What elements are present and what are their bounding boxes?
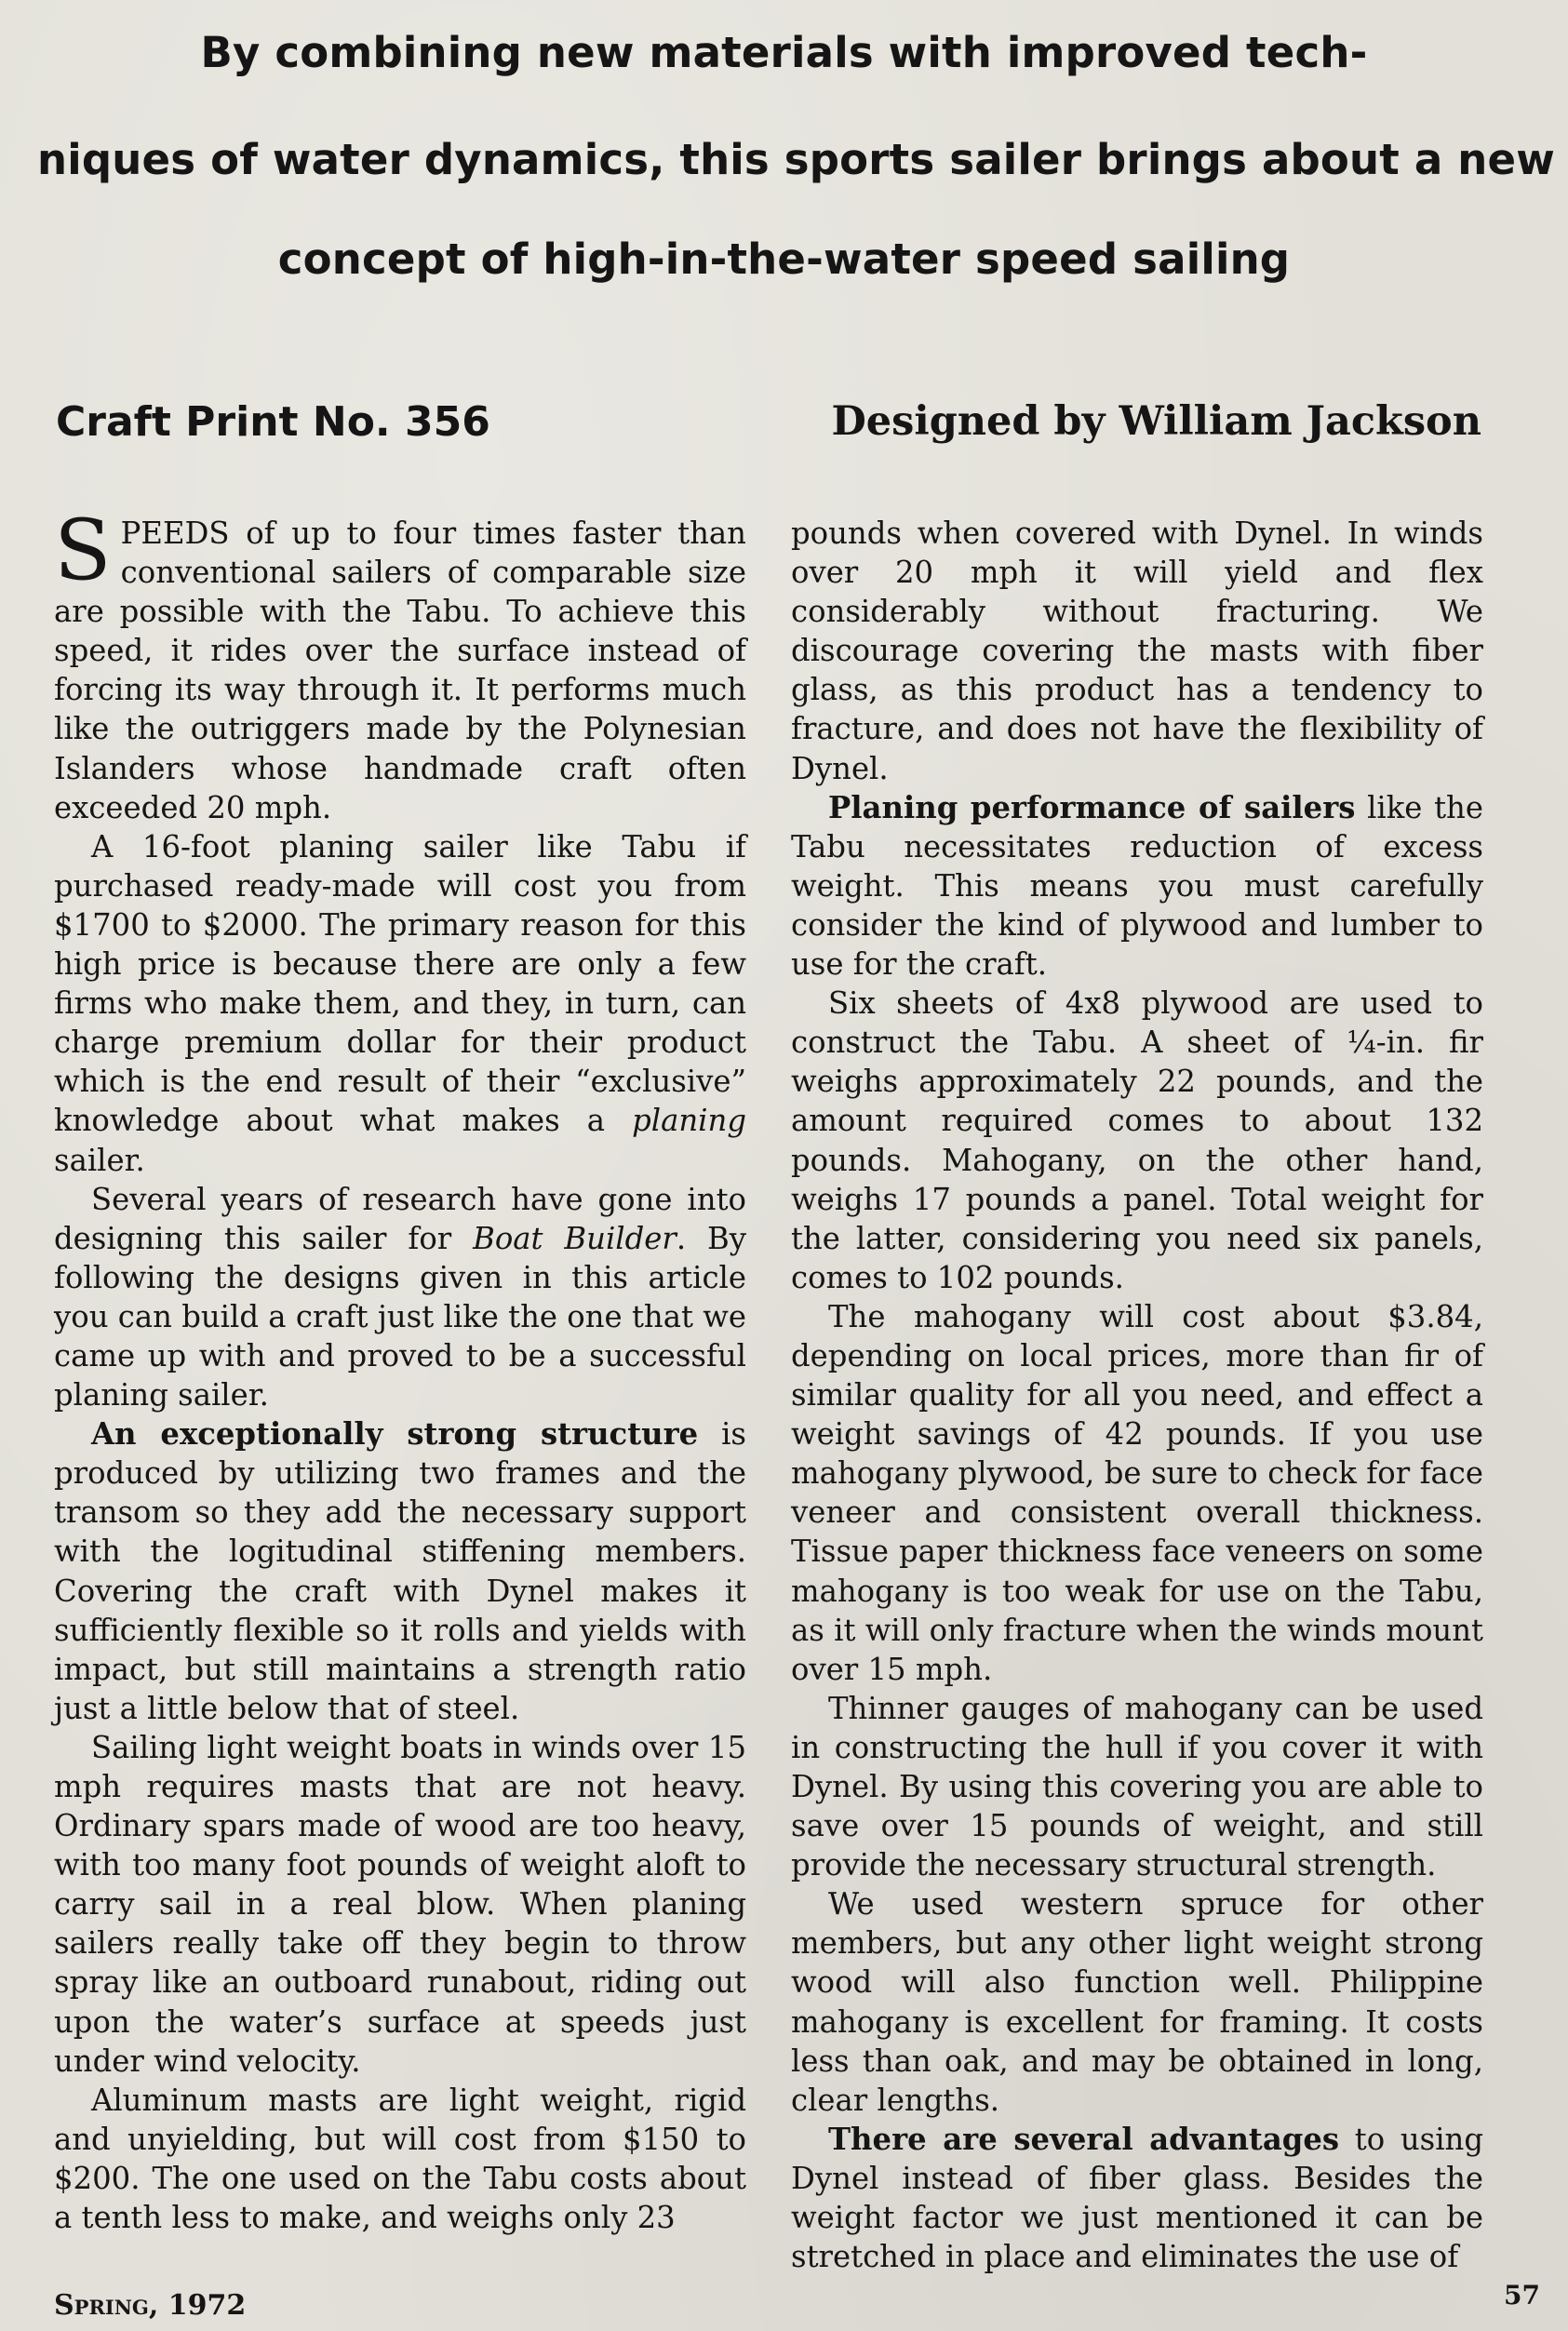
paragraph-advantages: [791, 2120, 1483, 2276]
planing-text: like the Tabu necessitates reduction of excess weight. This means you must carefully consider the kind of plywood and lumber to use for the craft.: [791, 789, 1483, 983]
left-text-column: [54, 502, 746, 2237]
paragraph-structure: [54, 1414, 746, 1728]
price-text-end: sailer.: [54, 1142, 145, 1178]
research-text: Several years of research have gone into designing this sailer for: [54, 1181, 746, 1256]
headline-line-2: niques of water dynamics, this sports sailer brings about a new: [37, 135, 1556, 184]
paragraph-intro: [54, 502, 746, 827]
paragraph-spruce: We used western spruce for other members, but any other light weight strong wood will also function well. Philippine mahogany is excellent for framing. It costs less than oak, and may be obtained in long, clear lengths.: [791, 1886, 1483, 2118]
headline-line-1: By combining new materials with improved tech-: [200, 28, 1368, 77]
runin-heading-planing: Planing performance of sailers: [828, 789, 1356, 825]
right-text-column: [791, 514, 1483, 2276]
page-number: 57: [1504, 2280, 1540, 2311]
runin-heading-structure: An exceptionally strong structure: [91, 1416, 699, 1453]
paragraph-dynel-masts: pounds when covered with Dynel. In winds over 20 mph it will yield and flex considerably without fracturing. We discourage covering the masts with fiber glass, as this product has a tendency to fracture, and does not have the flexibility of Dynel.: [791, 516, 1483, 786]
paragraph-mahogany-cost: The mahogany will cost about $3.84, depending on local prices, more than fir of similar quality for all you need, and effect a weight savings of 42 pounds. If you use mahogany plywood, be sure to check for face veneer and consistent overall thickness. Tissue paper thickness face veneers on some mahogany is too weak for use on the Tabu, as it will only fracture when the winds mount over 15 mph.: [791, 1298, 1483, 1687]
price-text: A 16-foot planing sailer like Tabu if purchased ready-made will cost you from $1700 to $2000. The primary reason for this high price is because there are only a few firms who make them, and they, in turn, can charge premium dollar for their product which is the end result of their “exclusive” knowledge about what makes a: [54, 828, 746, 1139]
paragraph-masts: Sailing light weight boats in winds over 15 mph requires masts that are not heavy. Ordinary spars made of wood are too heavy, with too many foot pounds of weight aloft to carry sail in a real blow. When planing sailers really take off they begin to throw spray like an outboard runabout, riding out upon the water’s surface at speeds just under wind velocity.: [54, 1729, 746, 2079]
research-text-rest: . By following the designs given in this article you can build a craft just like the one that we came up with and proved to be a successful planing sailer.: [54, 1220, 746, 1413]
italic-planing: planing: [632, 1103, 746, 1139]
intro-text: PEEDS of up to four times faster than conventional sailers of comparable size are possible with the Tabu. To achieve this speed, it rides over the surface instead of forcing its way through it. It performs much like the outriggers made by the Polynesian Islanders whose handmade craft often exceeded 20 mph.: [54, 516, 746, 825]
paragraph-research: [54, 1180, 746, 1415]
paragraph-price: [54, 827, 746, 1180]
paragraph-thinner-gauges: Thinner gauges of mahogany can be used in constructing the hull if you cover it with Dynel. By using this covering you are able to save over 15 pounds of weight, and still provide the necessary structural strength.: [791, 1690, 1483, 1883]
issue-date: Spring, 1972: [54, 2289, 247, 2322]
structure-text: is produced by utilizing two frames and the transom so they add the necessary support with the logitudinal stiffening members. Covering the craft with Dynel makes it sufficiently flexible so it rolls and yields with impact, but still maintains a strength ratio just a little below that of steel.: [54, 1416, 746, 1726]
italic-boat-builder: Boat Builder: [473, 1220, 677, 1256]
drop-cap: S: [54, 502, 112, 599]
paragraph-aluminum: Aluminum masts are light weight, rigid and unyielding, but will cost from $150 to $200. The one used on the Tabu costs about a tenth less to make, and weighs only 23: [54, 2082, 746, 2236]
designer-credit: Designed by William Jackson: [831, 398, 1481, 445]
paragraph-planing-performance: [791, 788, 1483, 984]
craft-print-number: Craft Print No. 356: [56, 398, 490, 446]
advantages-text: to using Dynel instead of fiber glass. Besides the weight factor we just mentioned it can be stretched in place and eliminates the use of: [791, 2121, 1483, 2275]
runin-heading-advantages: There are several advantages: [828, 2121, 1340, 2157]
headline-line-3: concept of high-in-the-water speed sailing: [277, 234, 1291, 284]
paragraph-plywood: Six sheets of 4x8 plywood are used to construct the Tabu. A sheet of ¼-in. fir weighs approximately 22 pounds, and the amount required comes to about 132 pounds. Mahogany, on the other hand, weighs 17 pounds a panel. Total weight for the latter, considering you need six panels, comes to 102 pounds.: [791, 985, 1483, 1295]
